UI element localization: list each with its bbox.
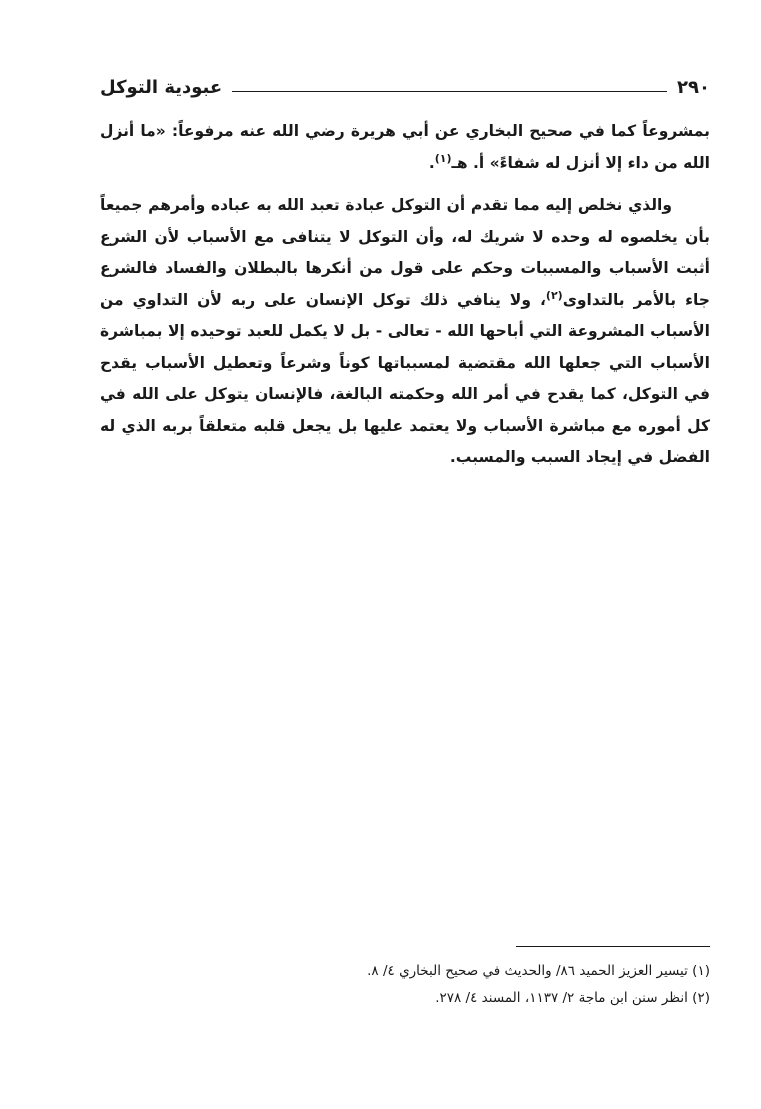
paragraph-2-text-b: ، ولا ينافي ذلك توكل الإنسان على ربه لأن التداوي من الأسباب المشروعة التي أباحها الله - تعالى - بل لا يكمل للعبد توحيده إلا بمباشرة الأسباب التي جعلها الله مقتضية لمسبباتها كوناً وشرعاً وتعطيل الأسباب يقدح في التوكل، كما يقدح في أمر الله وحكمته البالغة، فالإنسان يتوكل على الله في كل أموره مع مباشرة الأسباب ولا يعتمد عليها بل يجعل قلبه متعلقاً بربه الذي له الفضل في إيجاد السبب والمسبب.: [100, 290, 710, 466]
paragraph-1-end: .: [428, 153, 435, 172]
paragraph-1: [100, 116, 710, 179]
body-text: [100, 116, 710, 474]
footnote-ref-2: (٢): [545, 288, 563, 302]
footnote-1: (١) تيسير العزيز الحميد ٨٦/ والحديث في صحيح البخاري ٤/ ٨.: [367, 963, 710, 979]
running-header: [100, 74, 710, 100]
chapter-title: عبودية التوكل: [100, 76, 223, 98]
paragraph-2-text-a: والذي نخلص إليه مما تقدم أن التوكل عبادة تعبد الله به عباده وأمرهم جميعاً بأن يخلصوه له وحده لا شريك له، وأن التوكل لا يتنافى مع الأسباب لأن الشرع أثبت الأسباب والمسببات وحكم على قول من أنكرها بالبطلان والفساد فالشرع جاء بالأمر بالتداوى: [100, 196, 710, 309]
page-number: ٢٩٠: [677, 76, 710, 98]
footnote-ref-1: (١): [434, 151, 452, 165]
paragraph-2: [100, 190, 710, 474]
header-rule: [232, 91, 667, 92]
footnote-2: (٢) انظر سنن ابن ماجة ٢/ ١١٣٧، المسند ٤/ ٢٧٨.: [435, 990, 710, 1006]
paragraph-1-text: بمشروعاً كما في صحيح البخاري عن أبي هريرة رضي الله عنه مرفوعاً: «ما أنزل الله من داء إلا أنزل له شفاءً» أ. هـ: [100, 122, 710, 172]
footnotes: [200, 958, 710, 1012]
footnote-separator: [516, 946, 710, 947]
